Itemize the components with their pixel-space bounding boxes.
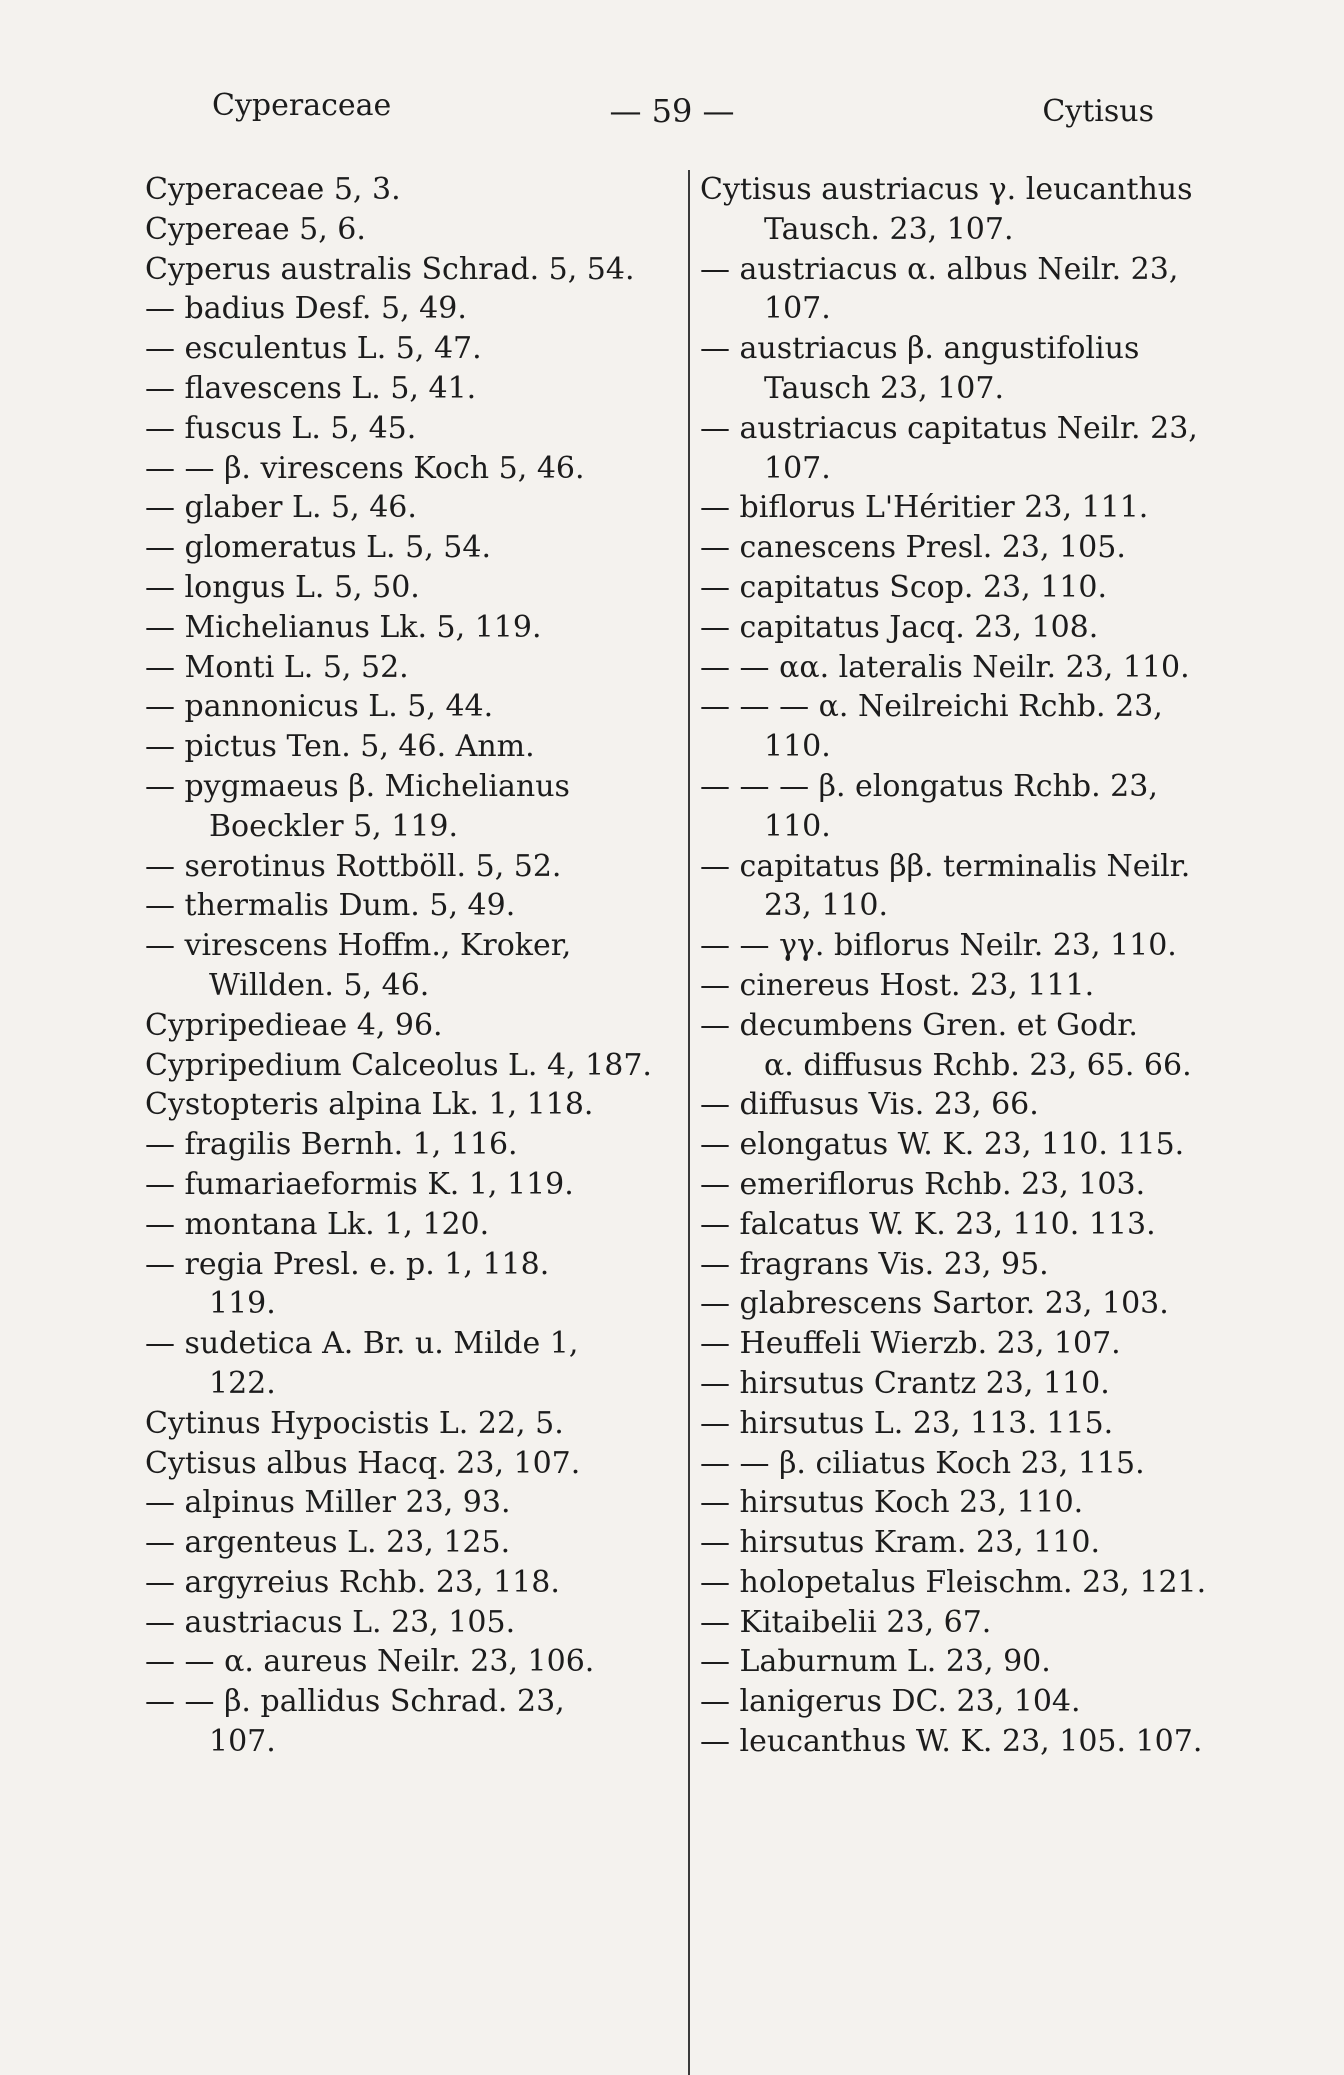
index-entry: — biflorus L'Héritier 23, 111.	[700, 490, 1149, 526]
index-entry: — leucanthus W. K. 23, 105. 107.	[700, 1724, 1203, 1760]
index-entry: — — — α. Neilreichi Rchb. 23,	[700, 689, 1163, 725]
index-entry: — holopetalus Fleischm. 23, 121.	[700, 1564, 1207, 1600]
index-entry: — montana Lk. 1, 120.	[145, 1206, 490, 1242]
index-entry: — fragilis Bernh. 1, 116.	[145, 1127, 518, 1163]
index-entry: 122.	[209, 1365, 276, 1401]
index-entry: — flavescens L. 5, 41.	[145, 370, 477, 406]
index-entry: 23, 110.	[764, 888, 889, 924]
index-entry: — decumbens Gren. et Godr.	[700, 1007, 1138, 1043]
index-column-right	[700, 170, 1230, 1762]
index-entry: — Heuffeli Wierzb. 23, 107.	[700, 1326, 1121, 1362]
index-entry: — thermalis Dum. 5, 49.	[145, 888, 516, 924]
index-entry: — hirsutus Koch 23, 110.	[700, 1485, 1084, 1521]
index-entry: — lanigerus DC. 23, 104.	[700, 1684, 1081, 1720]
index-entry: — argyreius Rchb. 23, 118.	[145, 1564, 560, 1600]
index-entry: — austriacus β. angustifolius	[700, 331, 1140, 367]
running-head-left: Cyperaceae	[212, 88, 392, 123]
index-entry: — — γγ. biflorus Neilr. 23, 110.	[700, 928, 1177, 964]
index-entry: — capitatus Jacq. 23, 108.	[700, 609, 1099, 645]
index-entry: — hirsutus Kram. 23, 110.	[700, 1525, 1101, 1561]
index-entry: Cytisus albus Hacq. 23, 107.	[145, 1445, 581, 1481]
index-entry: — Monti L. 5, 52.	[145, 649, 409, 685]
index-entry: — badius Desf. 5, 49.	[145, 291, 467, 327]
index-entry: 107.	[764, 291, 831, 327]
index-entry: Cytisus austriacus γ. leucanthus	[700, 172, 1193, 207]
index-entry: — longus L. 5, 50.	[145, 569, 420, 605]
index-entry: Tausch 23, 107.	[764, 370, 1004, 406]
index-entry: Cypripedieae 4, 96.	[145, 1007, 443, 1043]
index-entry: — elongatus W. K. 23, 110. 115.	[700, 1127, 1185, 1163]
index-entry: — pictus Ten. 5, 46. Anm.	[145, 729, 535, 765]
index-entry: Tausch. 23, 107.	[764, 211, 1014, 247]
index-entry: — fumariaeformis K. 1, 119.	[145, 1166, 574, 1202]
index-entry: — fragrans Vis. 23, 95.	[700, 1246, 1049, 1282]
index-entry: — — β. ciliatus Koch 23, 115.	[700, 1445, 1145, 1481]
index-entry: — emeriflorus Rchb. 23, 103.	[700, 1166, 1146, 1202]
index-entry: 107.	[764, 450, 831, 486]
index-entry: — glaber L. 5, 46.	[145, 490, 417, 526]
index-entry: — — α. aureus Neilr. 23, 106.	[145, 1644, 595, 1680]
index-entry: — glomeratus L. 5, 54.	[145, 530, 491, 566]
index-entry: — pygmaeus β. Michelianus	[145, 768, 570, 804]
index-entry: — Kitaibelii 23, 67.	[700, 1604, 992, 1640]
index-entry: Cytinus Hypocistis L. 22, 5.	[145, 1405, 564, 1441]
index-entry: Cystopteris alpina Lk. 1, 118.	[145, 1087, 594, 1123]
index-entry: Cyperaceae 5, 3.	[145, 172, 401, 207]
index-entry: — serotinus Rottböll. 5, 52.	[145, 848, 562, 884]
index-entry: — falcatus W. K. 23, 110. 113.	[700, 1206, 1156, 1242]
index-entry: — austriacus capitatus Neilr. 23,	[700, 410, 1198, 446]
index-entry: — — — β. elongatus Rchb. 23,	[700, 768, 1158, 804]
index-entry: — Michelianus Lk. 5, 119.	[145, 609, 542, 645]
column-divider	[688, 170, 690, 2075]
index-entry: — — β. pallidus Schrad. 23,	[145, 1684, 565, 1720]
index-entry: α. diffusus Rchb. 23, 65. 66.	[764, 1047, 1192, 1083]
index-entry: — — β. virescens Koch 5, 46.	[145, 450, 585, 486]
index-entry: Cyperus australis Schrad. 5, 54.	[145, 251, 635, 287]
running-head-right: Cytisus	[1042, 94, 1154, 129]
page-number: — 59 —	[609, 92, 735, 130]
index-entry: 107.	[209, 1724, 276, 1760]
index-entry: — Laburnum L. 23, 90.	[700, 1644, 1051, 1680]
index-entry: — austriacus α. albus Neilr. 23,	[700, 251, 1179, 287]
index-entry: — glabrescens Sartor. 23, 103.	[700, 1286, 1169, 1322]
index-entry: 119.	[209, 1286, 276, 1322]
index-entry: — capitatus Scop. 23, 110.	[700, 569, 1108, 605]
index-entry: — argenteus L. 23, 125.	[145, 1525, 511, 1561]
index-entry: — cinereus Host. 23, 111.	[700, 967, 1095, 1003]
index-entry: — hirsutus Crantz 23, 110.	[700, 1365, 1110, 1401]
index-entry: — fuscus L. 5, 45.	[145, 410, 417, 446]
index-entry: — capitatus ββ. terminalis Neilr.	[700, 848, 1191, 884]
index-entry: — pannonicus L. 5, 44.	[145, 689, 494, 725]
index-entry: — diffusus Vis. 23, 66.	[700, 1087, 1039, 1123]
index-entry: — esculentus L. 5, 47.	[145, 331, 482, 367]
index-entry: — regia Presl. e. p. 1, 118.	[145, 1246, 550, 1282]
index-entry: — — αα. lateralis Neilr. 23, 110.	[700, 649, 1190, 685]
index-entry: — hirsutus L. 23, 113. 115.	[700, 1405, 1114, 1441]
index-entry: Cypripedium Calceolus L. 4, 187.	[145, 1047, 652, 1083]
index-entry: Cypereae 5, 6.	[145, 211, 366, 247]
index-entry: Willden. 5, 46.	[209, 967, 430, 1003]
index-column-left	[145, 170, 675, 1762]
index-entry: — virescens Hoffm., Kroker,	[145, 928, 572, 964]
index-entry: — sudetica A. Br. u. Milde 1,	[145, 1326, 579, 1362]
index-entry: Boeckler 5, 119.	[209, 808, 459, 844]
index-entry: 110.	[764, 808, 831, 844]
index-entry: — alpinus Miller 23, 93.	[145, 1485, 511, 1521]
index-entry: — canescens Presl. 23, 105.	[700, 530, 1126, 566]
index-entry: 110.	[764, 729, 831, 765]
index-entry: — austriacus L. 23, 105.	[145, 1604, 516, 1640]
